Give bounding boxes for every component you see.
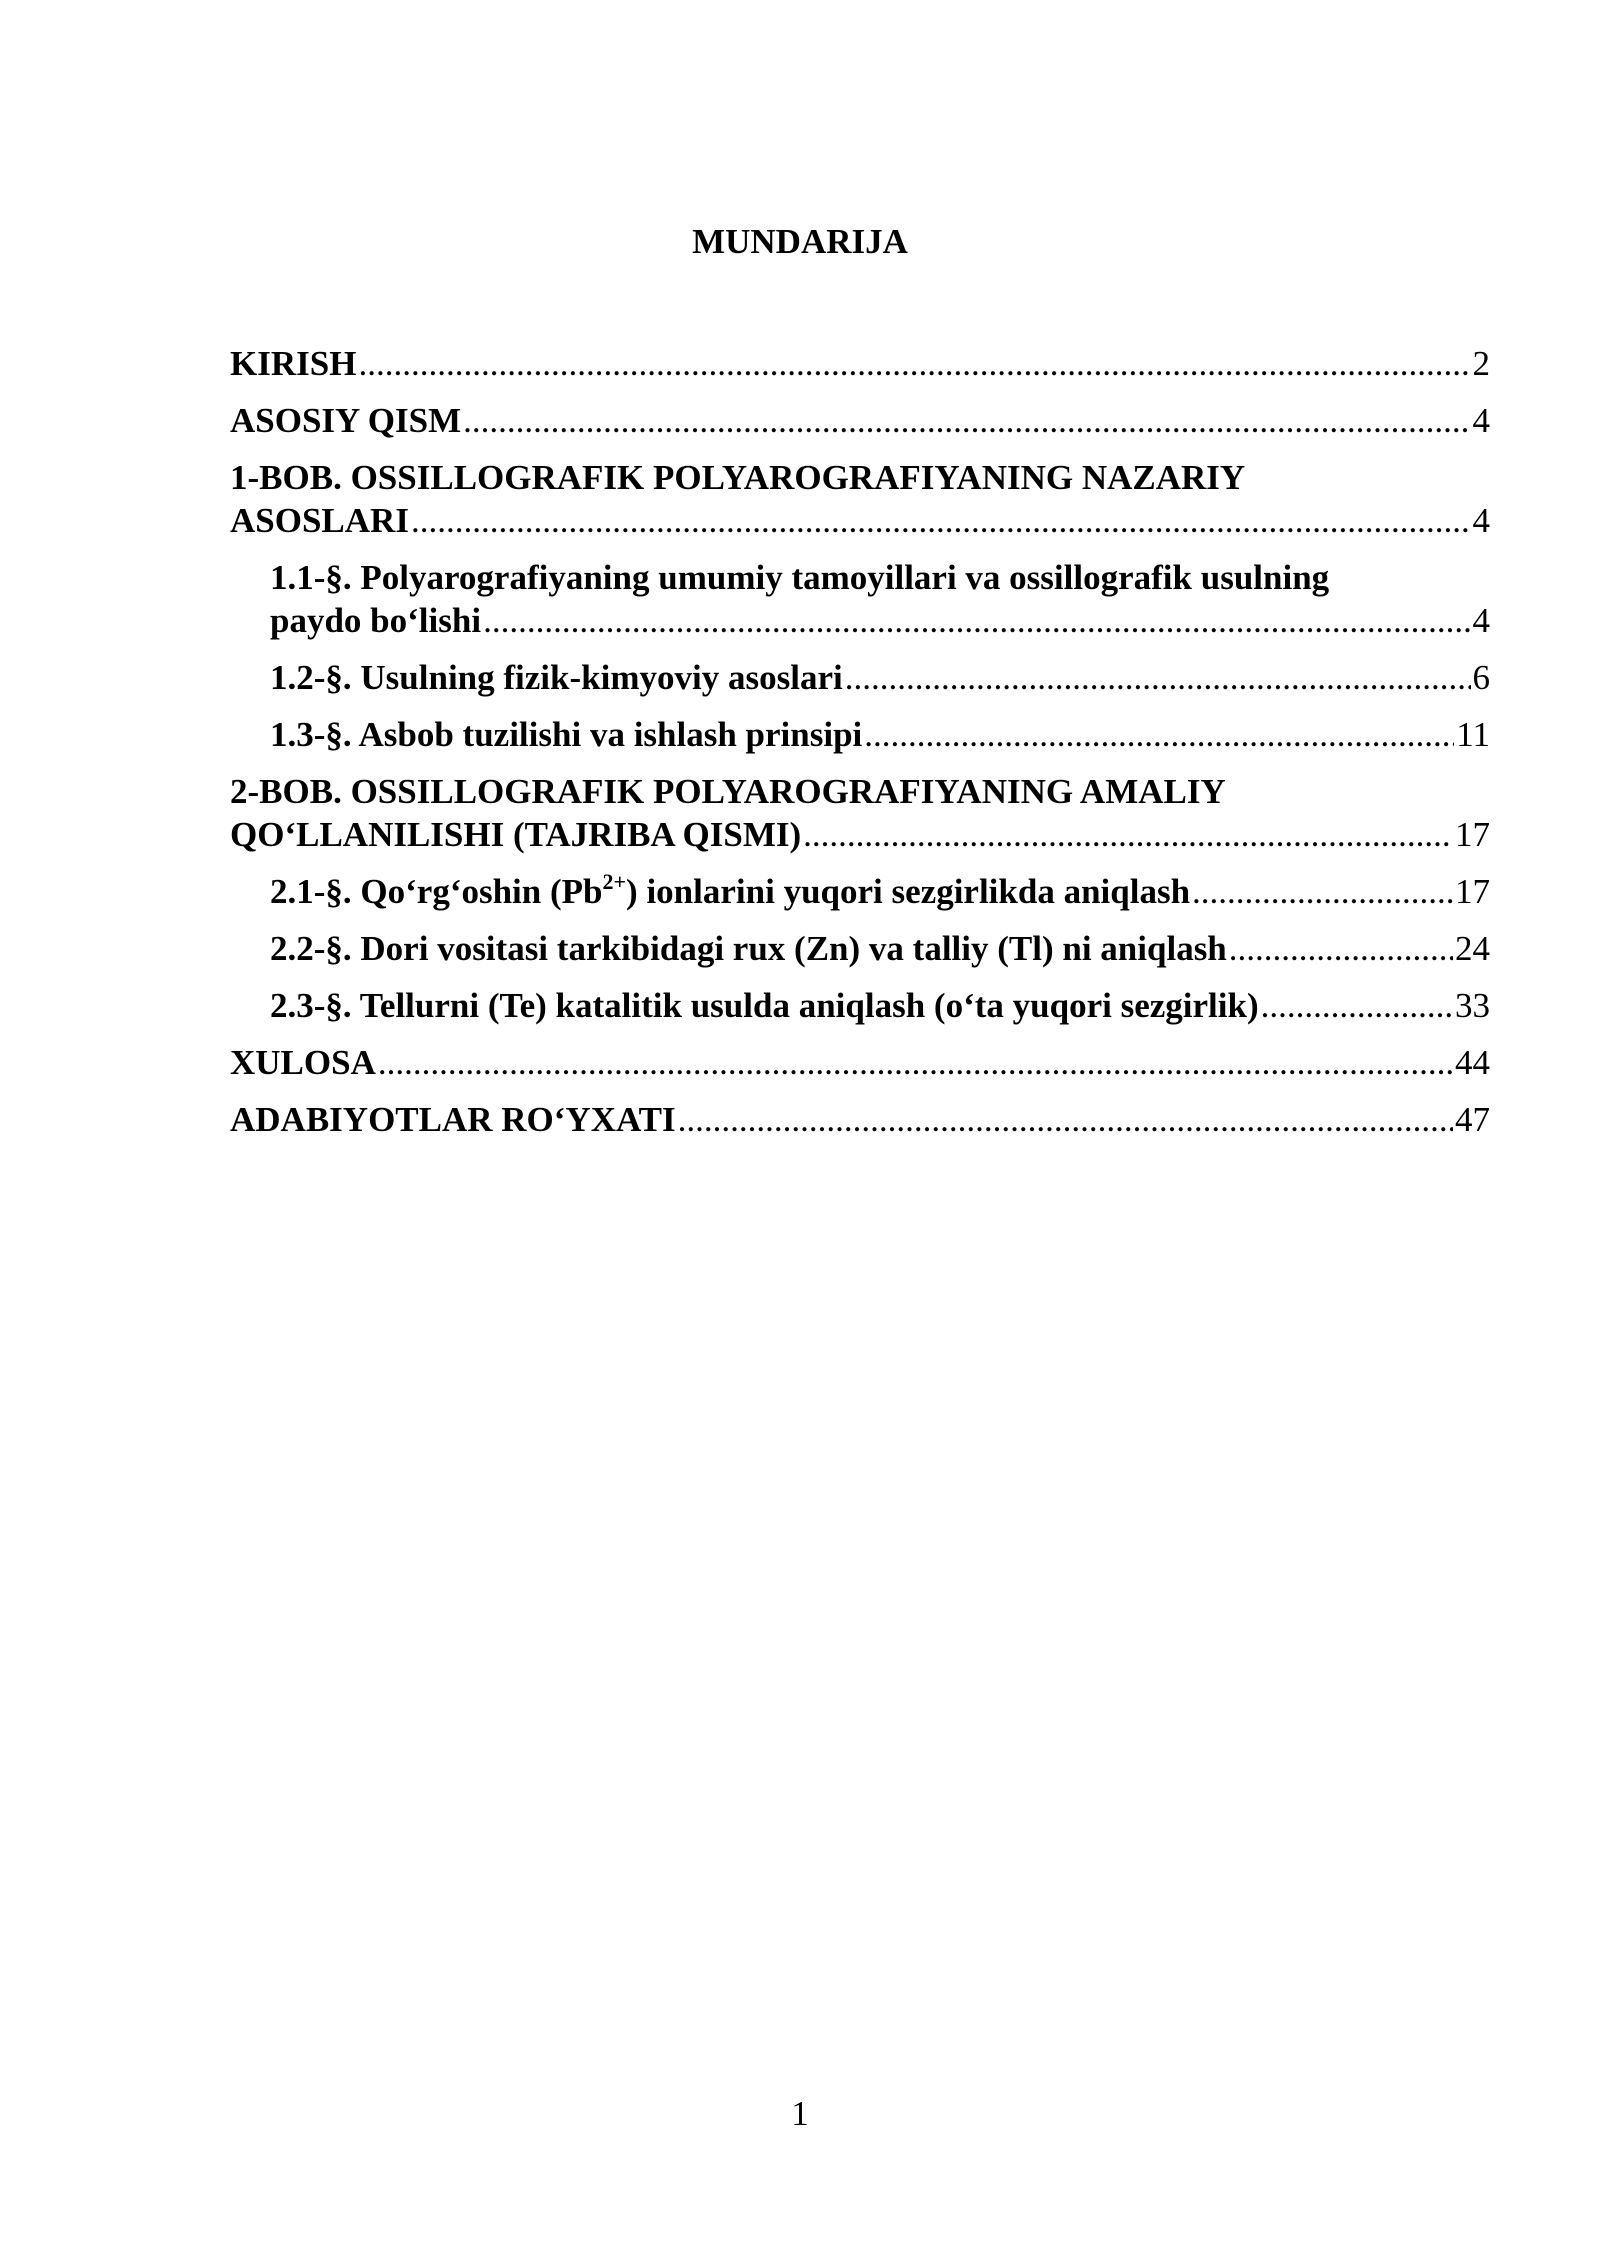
- toc-entry-kirish[interactable]: [230, 342, 1490, 385]
- toc-page-number: 4: [1472, 401, 1490, 440]
- toc-entry-section-2-3[interactable]: [230, 984, 1490, 1027]
- toc-entry-title: ADABIYOTLAR RO‘YXATI: [230, 1100, 676, 1139]
- toc-entry-title-line2: paydo bo‘lishi: [270, 601, 482, 640]
- toc-title-part: ) ionlarini yuqori sezgirlikda aniqlash: [626, 872, 1191, 911]
- toc-entry-title: ASOSIY QISM: [230, 401, 462, 440]
- toc-page-number: 11: [1456, 715, 1490, 754]
- page-number: 1: [791, 2094, 809, 2133]
- superscript-charge: 2+: [602, 869, 627, 894]
- toc-page-number: 4: [1472, 501, 1490, 540]
- toc-page-number: 2: [1472, 344, 1490, 383]
- toc-entry-title: 2.3-§. Tellurni (Te) katalitik usulda aniqlash (o‘ta yuqori sezgirlik): [270, 986, 1259, 1025]
- dot-leader: [411, 499, 1471, 542]
- toc-entry-section-1-2[interactable]: [230, 656, 1490, 699]
- toc-page-number: 4: [1472, 601, 1490, 640]
- toc-page-number: 47: [1455, 1100, 1490, 1139]
- toc-entry-section-2-2[interactable]: [230, 927, 1490, 970]
- toc-entry-section-1-3[interactable]: [230, 713, 1490, 756]
- toc-entry-asosiy-qism[interactable]: [230, 399, 1490, 442]
- toc-entry-section-1-1[interactable]: [230, 556, 1490, 642]
- toc-entry-title: 2.2-§. Dori vositasi tarkibidagi rux (Zn) va talliy (Tl) ni aniqlash: [270, 929, 1227, 968]
- dot-leader: [1229, 927, 1453, 970]
- page-title: MUNDARIJA: [692, 222, 908, 261]
- toc-entry-xulosa[interactable]: [230, 1041, 1490, 1084]
- toc-entry-adabiyotlar[interactable]: [230, 1098, 1490, 1141]
- dot-leader: [483, 599, 1470, 642]
- toc-page-number: 17: [1455, 872, 1490, 911]
- toc-page-number: 6: [1472, 658, 1490, 697]
- toc-entry-section-2-1[interactable]: [230, 870, 1490, 913]
- toc-entry-title-line1: 1.1-§. Polyarografiyaning umumiy tamoyillari va ossillografik usulning: [270, 558, 1330, 597]
- dot-leader: [845, 656, 1471, 699]
- dot-leader: [803, 813, 1453, 856]
- dot-leader: [463, 399, 1470, 442]
- toc-page-number: 33: [1455, 986, 1490, 1025]
- toc-entry-title-line1: 2-BOB. OSSILLOGRAFIK POLYAROGRAFIYANING AMALIY: [230, 772, 1226, 811]
- table-of-contents: [230, 342, 1490, 1155]
- toc-entry-title-line2: QO‘LLANILISHI (TAJRIBA QISMI): [230, 815, 802, 854]
- toc-entry-title: [270, 870, 1190, 913]
- toc-entry-bob-2[interactable]: [230, 770, 1490, 856]
- dot-leader: [358, 342, 1470, 385]
- toc-page-number: 17: [1455, 815, 1490, 854]
- toc-entry-bob-1[interactable]: [230, 456, 1490, 542]
- toc-entry-title: XULOSA: [230, 1043, 376, 1082]
- dot-leader: [864, 713, 1454, 756]
- toc-entry-title: KIRISH: [230, 344, 357, 383]
- dot-leader: [378, 1041, 1453, 1084]
- toc-entry-title-line2: ASOSLARI: [230, 501, 409, 540]
- toc-entry-title: 1.2-§. Usulning fizik-kimyoviy asoslari: [270, 658, 843, 697]
- dot-leader: [1261, 984, 1453, 1027]
- dot-leader: [678, 1098, 1453, 1141]
- dot-leader: [1192, 870, 1453, 913]
- toc-page-number: 44: [1455, 1043, 1490, 1082]
- toc-page-number: 24: [1455, 929, 1490, 968]
- toc-entry-title: 1.3-§. Asbob tuzilishi va ishlash prinsipi: [270, 715, 863, 754]
- toc-entry-title-line1: 1-BOB. OSSILLOGRAFIK POLYAROGRAFIYANING NAZARIY: [230, 458, 1246, 497]
- toc-title-part: 2.1-§. Qo‘rg‘oshin (Pb: [270, 872, 603, 911]
